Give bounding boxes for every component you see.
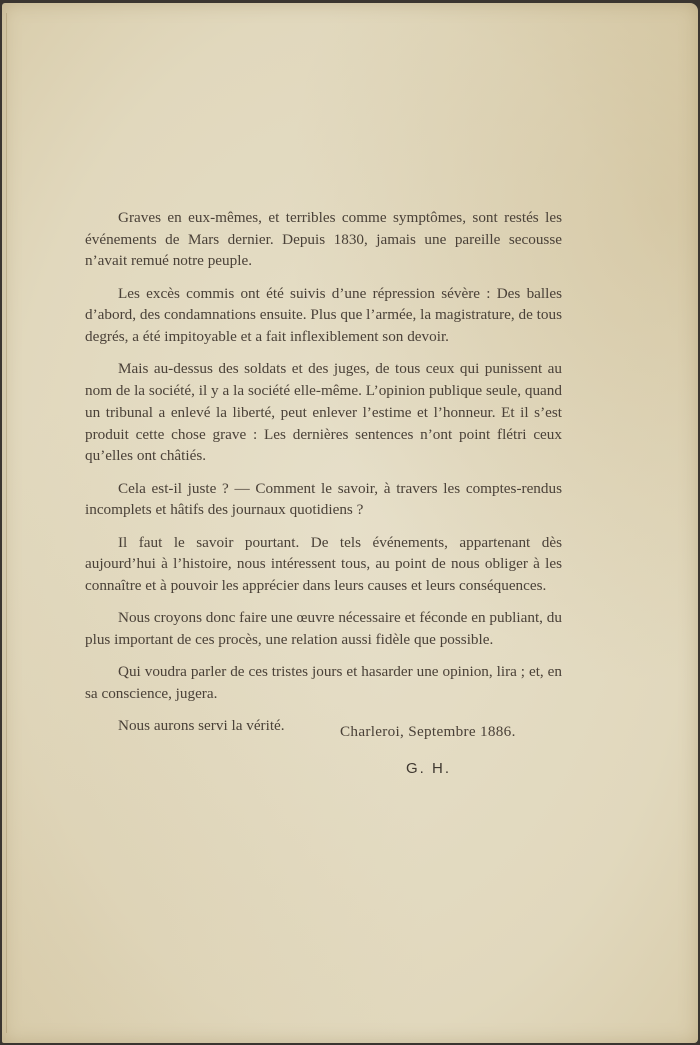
paragraph: Nous aurons servi la vérité. [118, 717, 285, 735]
paragraph: Graves en eux-mêmes, et terribles comme symptômes, sont restés les événements de Mars dernier. Depuis 1830, jamais une pareille secousse n’avait remué notre peuple. [85, 209, 562, 270]
place-date: Charleroi, Septembre 1886. [340, 723, 516, 740]
paragraph: Nous croyons donc faire une œuvre nécessaire et féconde en publiant, du plus important de ces procès, une relation aussi fidèle que possible. [85, 609, 562, 648]
author-initials: G. H. [406, 760, 452, 777]
paragraph: Les excès commis ont été suivis d’une répression sévère : Des balles d’abord, des condamnations ensuite. Plus que l’armée, la magistrature, de tous degrés, a été impitoyable et a fait inflexiblement son devoir. [85, 284, 562, 346]
paragraph: Il faut le savoir pourtant. De tels événements, appartenant dès aujourd’hui à l’histoire, nous intéressent tous, au point de nous obliger à les connaître et à pouvoir les apprécier dans leurs causes et leurs conséquences. [85, 533, 562, 594]
paragraph: Mais au-dessus des soldats et des juges, de tous ceux qui punissent au nom de la société, il y a la société elle-même. L’opinion publique seule, quand un tribunal a enlevé la liberté, peut enlever l’estime et l’honneur. Et il s’est produit cette chose grave : Les dernières sentences n’ont point flétri ceux qu’elles ont châtiés. [85, 360, 562, 465]
document-page [2, 3, 698, 1043]
paragraph: Cela est-il juste ? — Comment le savoir, à travers les comptes-rendus incomplets et hâtifs des journaux quotidiens ? [85, 479, 562, 519]
body-text [85, 207, 562, 748]
paragraph: Qui voudra parler de ces tristes jours et hasarder une opinion, lira ; et, en sa conscience, jugera. [85, 663, 562, 702]
